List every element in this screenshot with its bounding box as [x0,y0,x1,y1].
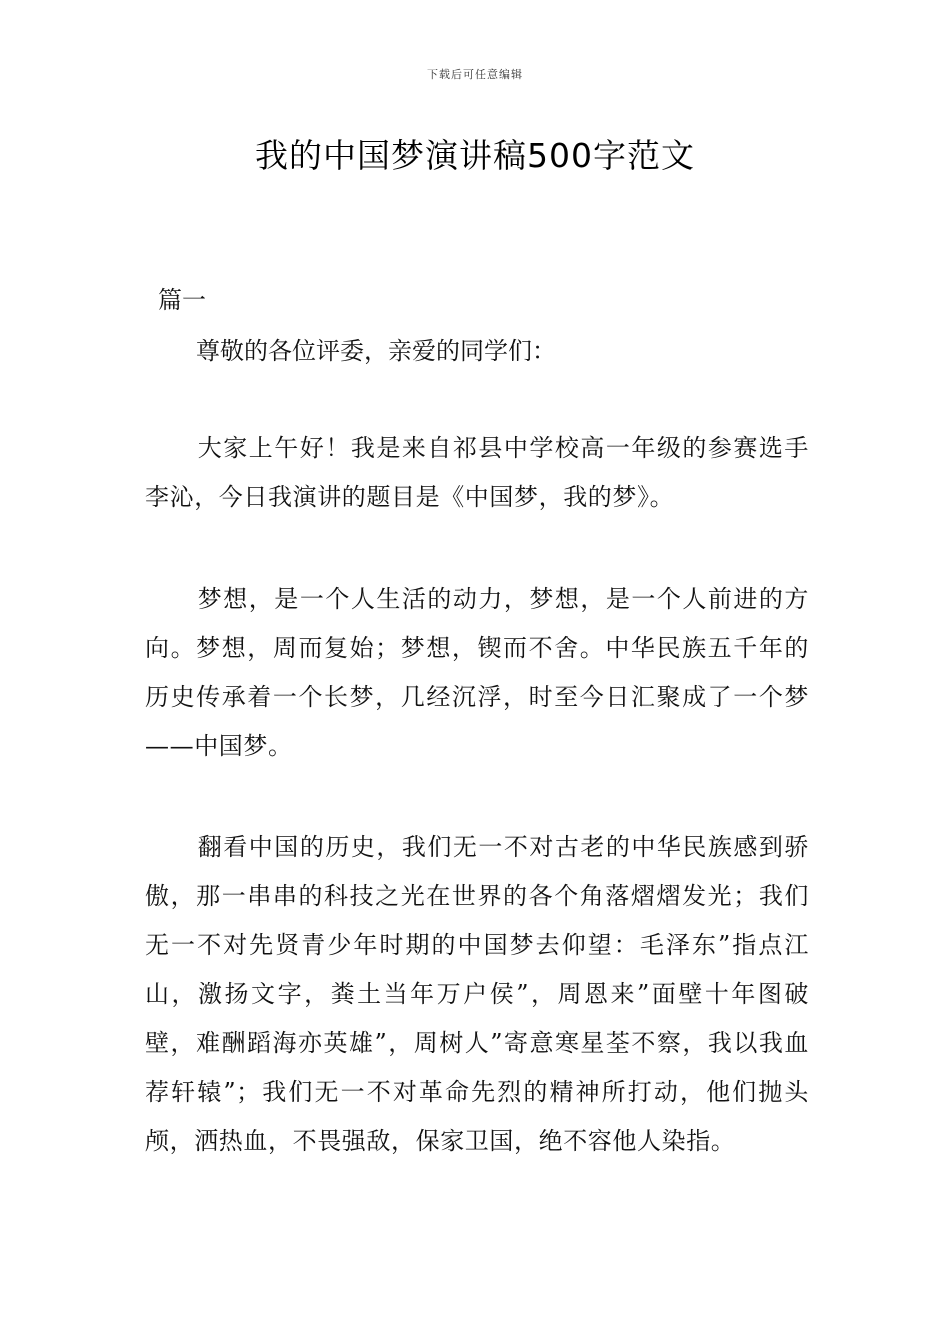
paragraph: 大家上午好！我是来自祁县中学校高一年级的参赛选手李沁，今日我演讲的题目是《中国梦，我的梦》。 [145,434,809,511]
section-label: 篇一 [158,286,206,314]
salutation: 尊敬的各位评委，亲爱的同学们： [196,337,556,365]
document-title: 我的中国梦演讲稿500字范文 [255,136,695,175]
paragraph: 翻看中国的历史，我们无一不对古老的中华民族感到骄傲，那一串串的科技之光在世界的各个角落熠熠发光；我们无一不对先贤青少年时期的中国梦去仰望：毛泽东”指点江山，激扬文字，粪土当年万户侯”，周恩来”面壁十年图破壁，难酬蹈海亦英雄”，周树人”寄意寒星荃不察，我以我血荐轩辕”；我们无一不对革命先烈的精神所打动，他们抛头颅，洒热血，不畏强敌，保家卫国，绝不容他人染指。 [145,833,809,1155]
paragraph: 梦想，是一个人生活的动力，梦想，是一个人前进的方向。梦想，周而复始；梦想，锲而不舍。中华民族五千年的历史传承着一个长梦，几经沉浮，时至今日汇聚成了一个梦——中国梦。 [145,585,809,760]
header-note: 下载后可任意编辑 [427,68,523,81]
